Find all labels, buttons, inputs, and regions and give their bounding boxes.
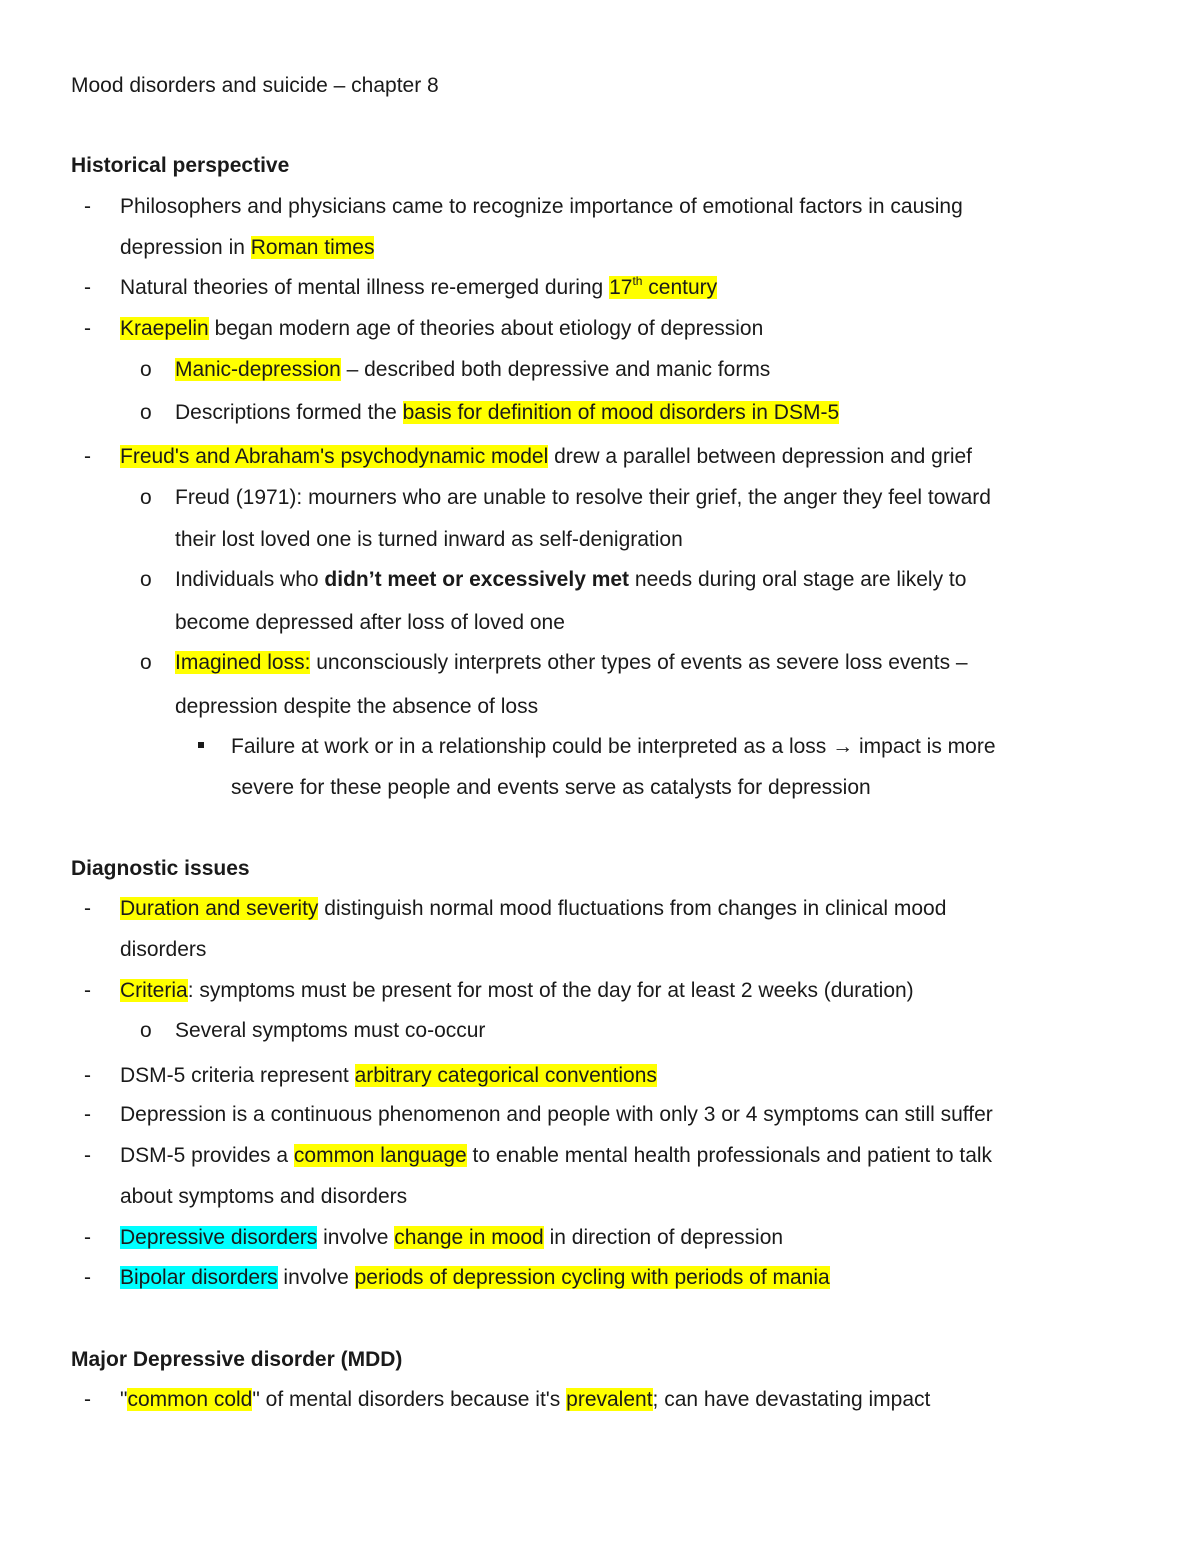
dash-bullet: - <box>84 1064 91 1087</box>
sub-list-item-continuation: depression despite the absence of loss <box>175 695 539 718</box>
highlight: basis for definition of mood disorders in DSM-5 <box>402 401 840 424</box>
list-item: Depressive disorders involve change in mood in direction of depression <box>120 1226 784 1249</box>
square-bullet-icon <box>198 742 204 748</box>
dash-bullet: - <box>84 1388 91 1411</box>
sub-list-item-continuation: become depressed after loss of loved one <box>175 611 565 634</box>
dash-bullet: - <box>84 445 91 468</box>
dash-bullet: - <box>84 276 91 299</box>
highlight-cyan: Bipolar disorders <box>120 1266 278 1289</box>
dash-bullet: - <box>84 1144 91 1167</box>
sub-list-item-continuation: their lost loved one is turned inward as self-denigration <box>175 528 683 551</box>
sub-sub-list-item: Failure at work or in a relationship could be interpreted as a loss → impact is more <box>231 735 996 758</box>
section-heading-historical: Historical perspective <box>71 154 290 177</box>
dash-bullet: - <box>84 317 91 340</box>
highlight: Kraepelin <box>120 317 209 340</box>
section-heading-diagnostic: Diagnostic issues <box>71 857 250 880</box>
sub-list-item: Freud (1971): mourners who are unable to resolve their grief, the anger they feel toward <box>175 486 991 509</box>
dash-bullet: - <box>84 1103 91 1126</box>
highlight: common cold <box>127 1388 253 1411</box>
document-title: Mood disorders and suicide – chapter 8 <box>71 74 439 97</box>
circle-bullet: o <box>140 651 152 674</box>
circle-bullet: o <box>140 358 152 381</box>
list-item: Duration and severity distinguish normal mood fluctuations from changes in clinical mood <box>120 897 947 920</box>
sub-list-item: Several symptoms must co-occur <box>175 1019 486 1042</box>
arrow-right-icon: → <box>832 735 854 758</box>
dash-bullet: - <box>84 195 91 218</box>
circle-bullet: o <box>140 568 152 591</box>
section-heading-mdd: Major Depressive disorder (MDD) <box>71 1348 403 1371</box>
list-item: "common cold" of mental disorders because it's prevalent; can have devastating impact <box>120 1388 931 1411</box>
list-item-continuation: disorders <box>120 938 207 961</box>
highlight: change in mood <box>394 1226 544 1249</box>
dash-bullet: - <box>84 1226 91 1249</box>
dash-bullet: - <box>84 979 91 1002</box>
highlight: prevalent <box>566 1388 653 1411</box>
highlight: Duration and severity <box>120 897 319 920</box>
sub-list-item: Descriptions formed the basis for definition of mood disorders in DSM-5 <box>175 401 840 424</box>
list-item: Kraepelin began modern age of theories about etiology of depression <box>120 317 764 340</box>
dash-bullet: - <box>84 897 91 920</box>
sub-list-item: Individuals who didn’t meet or excessively met needs during oral stage are likely to <box>175 568 967 591</box>
list-item: Freud's and Abraham's psychodynamic model drew a parallel between depression and grief <box>120 445 972 468</box>
sub-list-item: Manic-depression – described both depressive and manic forms <box>175 358 771 381</box>
sub-sub-list-item-continuation: severe for these people and events serve as catalysts for depression <box>231 776 871 799</box>
list-item: Philosophers and physicians came to recognize importance of emotional factors in causing <box>120 195 963 218</box>
highlight: Freud's and Abraham's psychodynamic model <box>120 445 549 468</box>
highlight: common language <box>293 1144 467 1167</box>
circle-bullet: o <box>140 486 152 509</box>
list-item: Criteria: symptoms must be present for most of the day for at least 2 weeks (duration) <box>120 979 914 1002</box>
highlight-cyan: Depressive disorders <box>120 1226 318 1249</box>
highlight: 17th century <box>609 274 718 299</box>
dash-bullet: - <box>84 1266 91 1289</box>
list-item-continuation: about symptoms and disorders <box>120 1185 408 1208</box>
highlight: Criteria <box>120 979 188 1002</box>
list-item-continuation: depression in Roman times <box>120 236 375 259</box>
list-item: Natural theories of mental illness re-emerged during 17th century <box>120 274 718 299</box>
list-item: DSM-5 criteria represent arbitrary categorical conventions <box>120 1064 657 1087</box>
highlight: periods of depression cycling with periods of mania <box>354 1266 830 1289</box>
highlight: Manic-depression <box>175 358 341 381</box>
highlight: Imagined loss: <box>175 651 311 674</box>
sub-list-item: Imagined loss: unconsciously interprets other types of events as severe loss events – <box>175 651 968 674</box>
list-item: DSM-5 provides a common language to enable mental health professionals and patient to talk <box>120 1144 993 1167</box>
highlight: Roman times <box>250 236 375 259</box>
list-item: Bipolar disorders involve periods of depression cycling with periods of mania <box>120 1266 830 1289</box>
circle-bullet: o <box>140 1019 152 1042</box>
circle-bullet: o <box>140 401 152 424</box>
highlight: arbitrary categorical conventions <box>354 1064 657 1087</box>
list-item: Depression is a continuous phenomenon and people with only 3 or 4 symptoms can still suffer <box>120 1103 993 1126</box>
